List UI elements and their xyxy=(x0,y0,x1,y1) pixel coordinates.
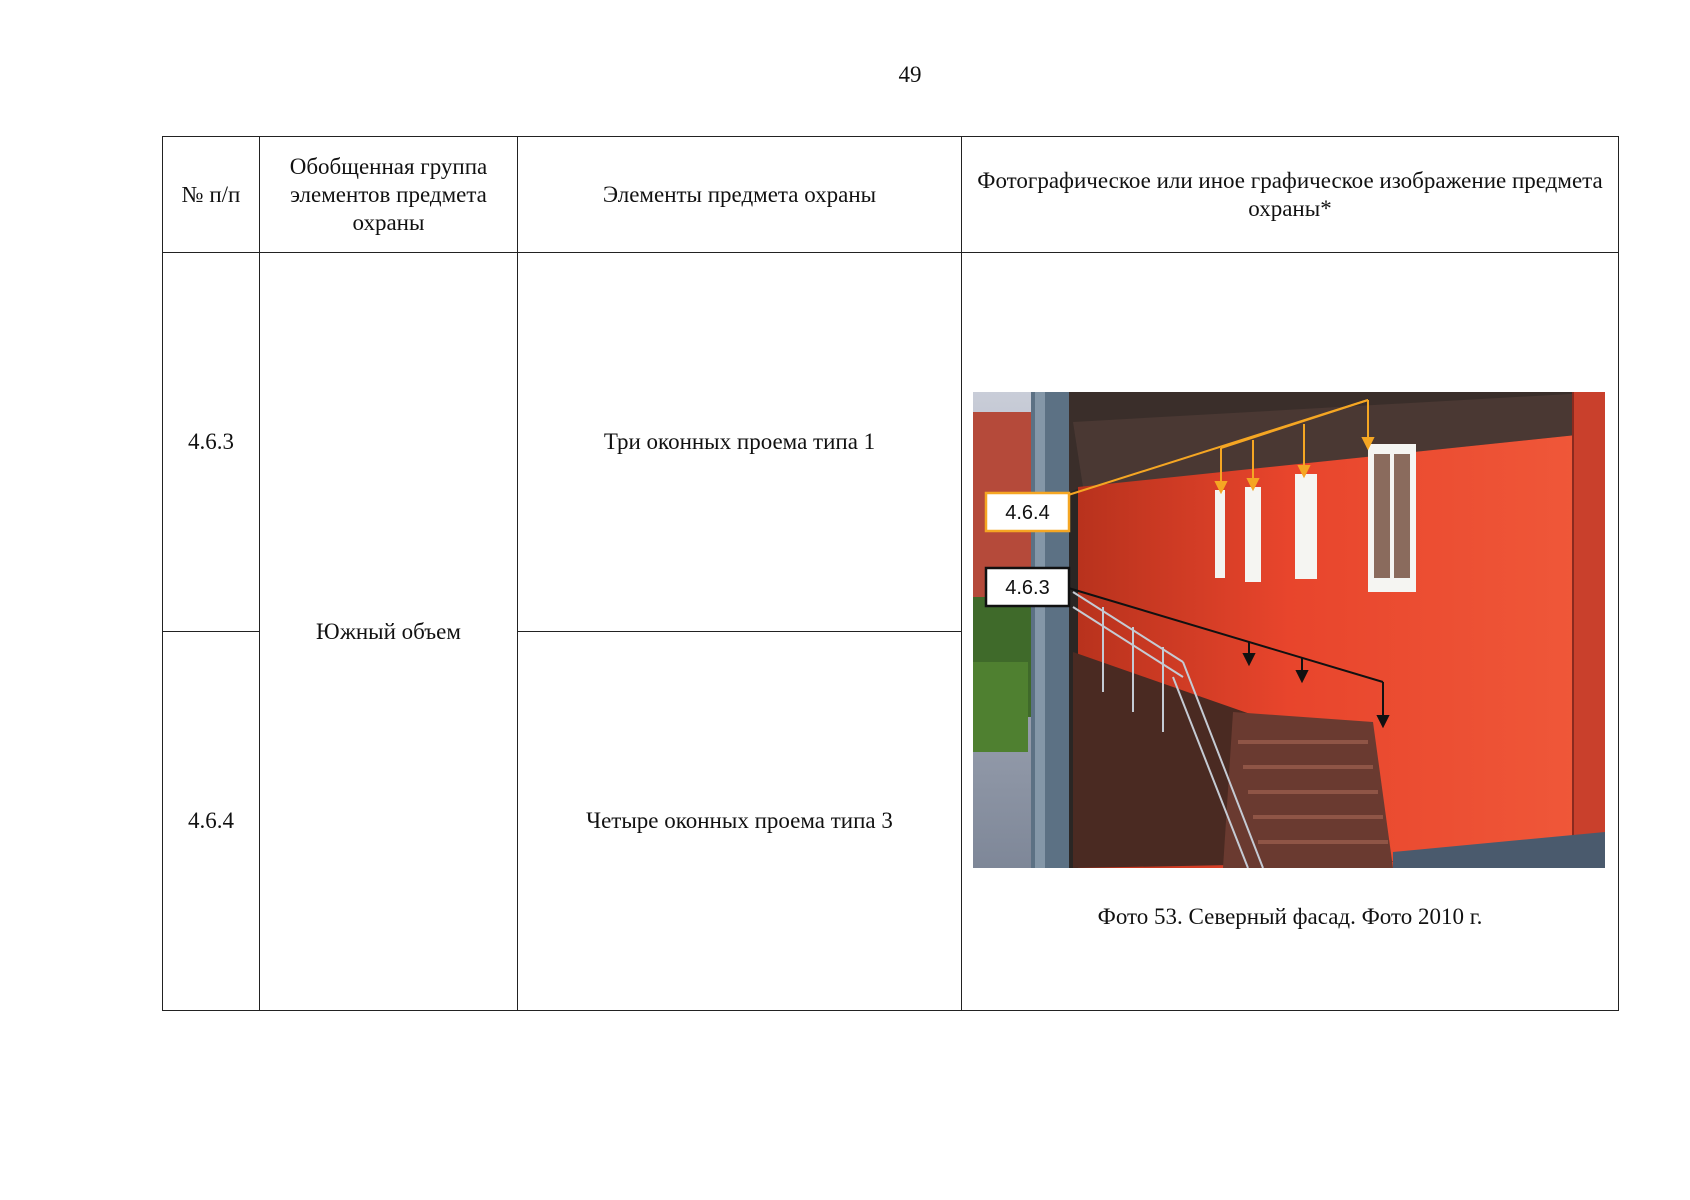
row-element: Три оконных проема типа 1 xyxy=(518,253,962,632)
header-number: № п/п xyxy=(163,137,260,253)
header-image: Фотографическое или иное графическое изображение предмета охраны* xyxy=(962,137,1619,253)
photo-cell xyxy=(962,253,1619,1011)
group-cell: Южный объем xyxy=(260,253,518,1011)
table-row xyxy=(163,253,1619,632)
facade-photo xyxy=(973,392,1605,868)
photo-caption: Фото 53. Северный фасад. Фото 2010 г. xyxy=(1097,904,1483,929)
row-number: 4.6.4 xyxy=(163,632,260,1011)
row-element: Четыре оконных проема типа 3 xyxy=(518,632,962,1011)
protection-table xyxy=(162,136,1619,1011)
table-header-row xyxy=(163,137,1619,253)
row-number: 4.6.3 xyxy=(163,253,260,632)
marker-label-lower: 4.6.3 xyxy=(1005,577,1050,599)
page-number: 49 xyxy=(898,62,922,87)
header-group: Обобщенная группа элементов предмета охраны xyxy=(260,137,518,253)
marker-label-upper: 4.6.4 xyxy=(1005,502,1050,524)
header-elements: Элементы предмета охраны xyxy=(518,137,962,253)
